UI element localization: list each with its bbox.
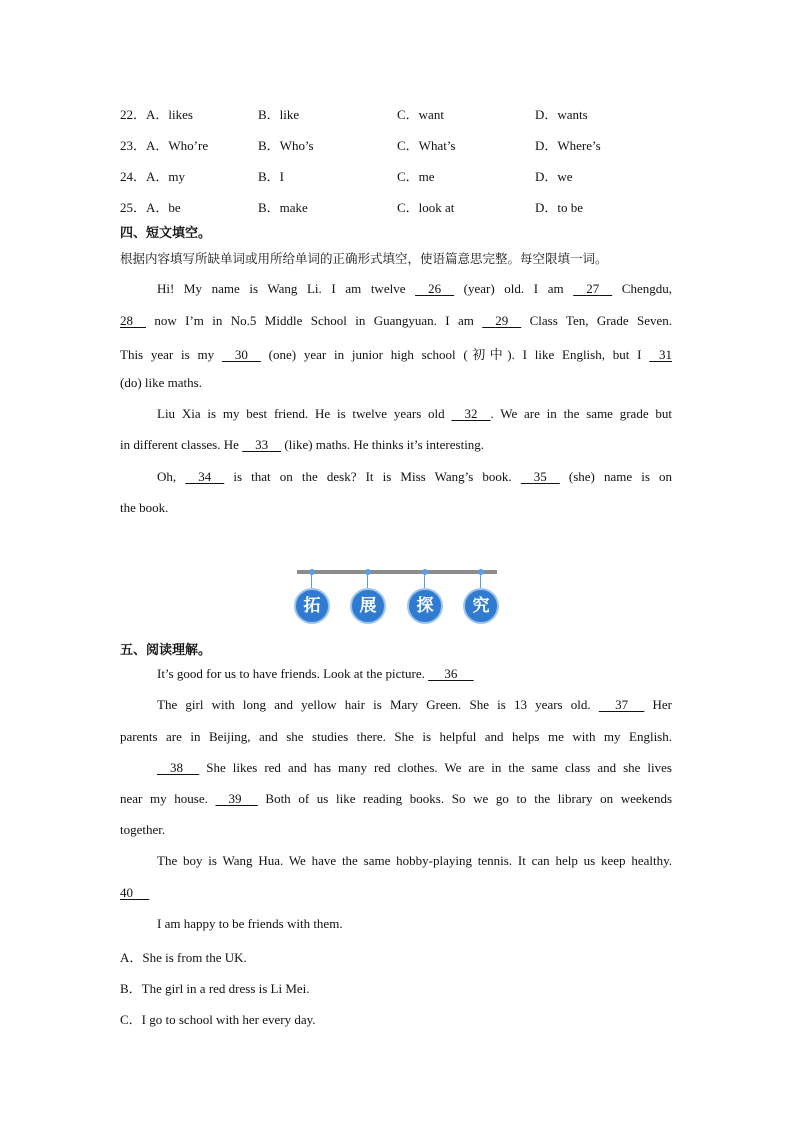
passage-line: Liu Xia is my best friend. He is twelve years old 32 . We are in the same grade but xyxy=(157,406,672,421)
blank-26: 26 xyxy=(428,281,442,296)
banner-char: 展 xyxy=(350,588,386,624)
passage-line: Hi! My name is Wang Li. I am twelve 26 (year) old. I am 27 Chengdu, xyxy=(157,281,672,296)
option-d: D．wants xyxy=(535,107,588,122)
blank-39: 39 xyxy=(228,791,242,806)
extension-banner xyxy=(294,566,500,628)
question-number: 24．A．my xyxy=(120,169,186,184)
blank-38: 38 xyxy=(170,760,183,775)
question-number: 23．A．Who’re xyxy=(120,138,209,153)
passage-line: It’s good for us to have friends. Look at the picture. 36 xyxy=(157,666,672,682)
blank-28: 28 xyxy=(120,313,133,328)
banner-stem xyxy=(311,572,312,588)
blank-32: 32 xyxy=(464,406,478,421)
banner-dot xyxy=(365,569,371,575)
question-number: 25．A．be xyxy=(120,200,181,215)
option-c: C．me xyxy=(397,169,435,184)
banner-stem xyxy=(424,572,425,588)
option-c: C．What’s xyxy=(397,138,456,153)
banner-dot xyxy=(422,569,428,575)
question-25-options xyxy=(120,197,680,217)
choice-a: A．She is from the UK. xyxy=(120,950,247,965)
passage-line xyxy=(120,885,672,901)
blank-40: 40 xyxy=(120,885,133,900)
banner-bar xyxy=(297,570,497,574)
passage-line: 28 now I’m in No.5 Middle School in Guangyuan. I am 29 Class Ten, Grade Seven. xyxy=(120,313,672,328)
banner-char: 探 xyxy=(407,588,443,624)
banner-dot xyxy=(309,569,315,575)
option-d: D．to be xyxy=(535,200,584,215)
blank-33: 33 xyxy=(255,437,269,452)
blank-35: 35 xyxy=(533,469,547,484)
question-23-options xyxy=(120,135,680,155)
blank-30: 30 xyxy=(234,347,248,362)
passage-line: The boy is Wang Hua. We have the same hobby-playing tennis. It can help us keep healthy. xyxy=(157,853,672,868)
blank-29: 29 xyxy=(495,313,509,328)
option-d: D．Where’s xyxy=(535,138,601,153)
passage-line: parents are in Beijing, and she studies there. She is helpful and helps me with my English. xyxy=(120,729,672,744)
passage-line: the book. xyxy=(120,500,169,515)
section-4-title: 四、短文填空。 xyxy=(120,226,212,241)
banner-char: 拓 xyxy=(294,588,330,624)
section-4-instruction: 根据内容填写所缺单词或用所给单词的正确形式填空，使语篇意思完整。每空限填一词。 xyxy=(120,251,608,266)
blank-34: 34 xyxy=(198,469,212,484)
option-c: C．want xyxy=(397,107,444,122)
question-24-options xyxy=(120,166,680,186)
banner-dot xyxy=(478,569,484,575)
option-b: B．make xyxy=(258,200,308,215)
passage-line: 38 She likes red and has many red clothes. We are in the same class and she lives xyxy=(157,760,672,776)
question-number: 22．A．likes xyxy=(120,107,193,122)
question-22-options xyxy=(120,104,680,124)
banner-stem xyxy=(480,572,481,588)
choice-c: C．I go to school with her every day. xyxy=(120,1012,316,1027)
passage-line: This year is my 30 (one) year in junior high school (初中). I like English, but I 31 xyxy=(120,347,673,362)
passage-line: together. xyxy=(120,822,166,837)
option-c: C．look at xyxy=(397,200,455,215)
blank-31: 31 xyxy=(659,347,673,362)
passage-line: near my house. 39 Both of us like reading books. So we go to the library on weekends xyxy=(120,791,673,806)
passage-line: Oh, 34 is that on the desk? It is Miss Wang’s book. 35 (she) name is on xyxy=(157,469,673,484)
option-b: B．I xyxy=(258,169,285,184)
section-5-title: 五、阅读理解。 xyxy=(120,643,212,658)
blank-27: 27 xyxy=(586,281,600,296)
option-b: B．Who’s xyxy=(258,138,314,153)
passage-line: The girl with long and yellow hair is Mary Green. She is 13 years old. 37 Her xyxy=(157,697,672,712)
banner-char: 究 xyxy=(463,588,499,624)
blank-36: 36 xyxy=(444,666,458,681)
passage-line: I am happy to be friends with them. xyxy=(157,916,343,931)
choice-b: B．The girl in a red dress is Li Mei. xyxy=(120,981,310,996)
option-b: B．like xyxy=(258,107,300,122)
passage-line: in different classes. He 33 (like) maths. He thinks it’s interesting. xyxy=(120,437,485,452)
option-d: D．we xyxy=(535,169,573,184)
passage-line: (do) like maths. xyxy=(120,375,202,390)
banner-stem xyxy=(367,572,368,588)
blank-37: 37 xyxy=(615,697,629,712)
